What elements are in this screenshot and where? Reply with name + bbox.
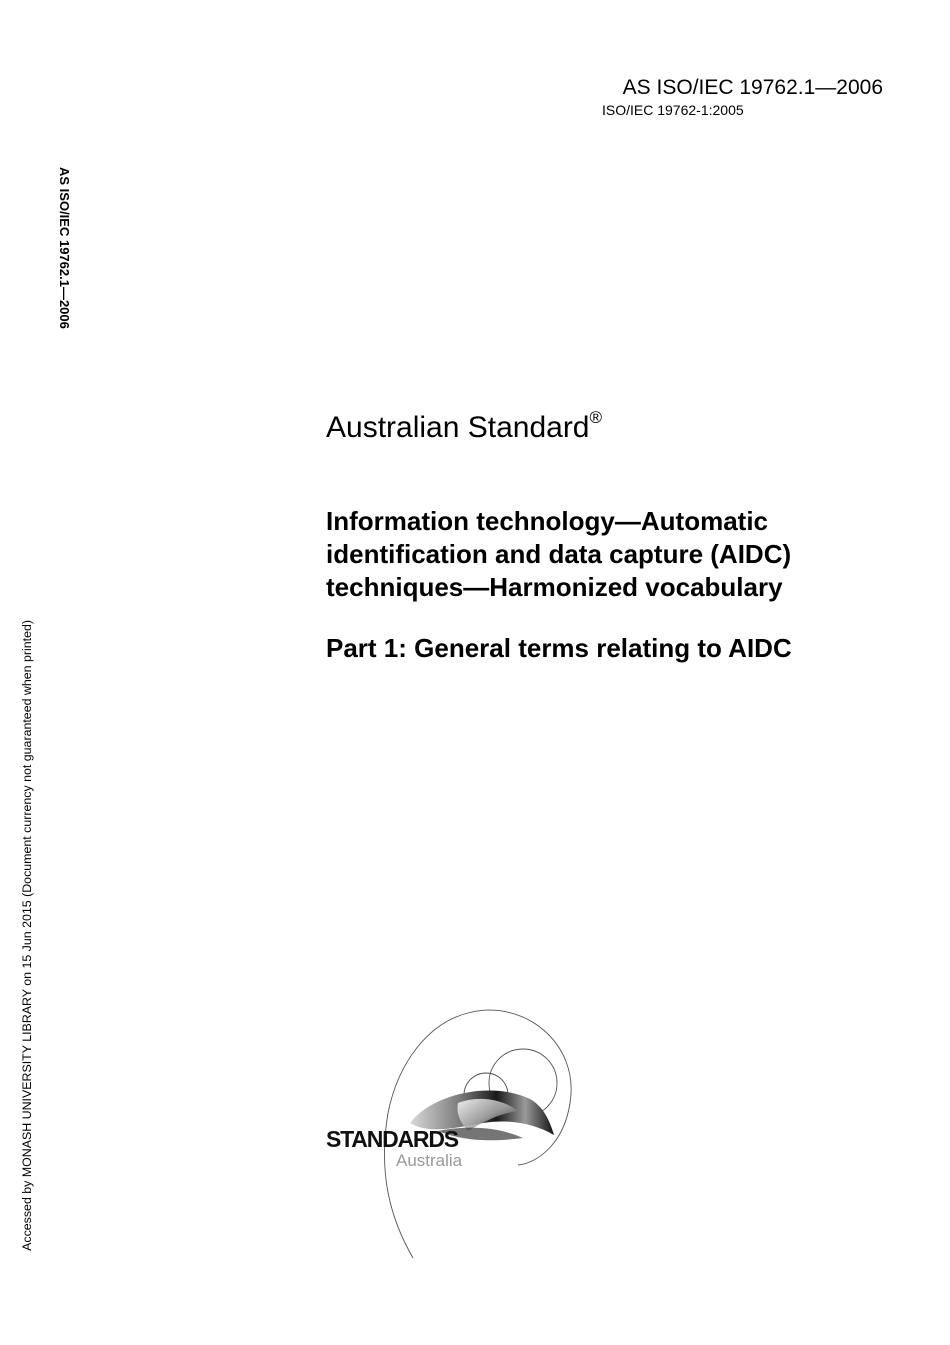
series-name: Australian Standard <box>326 411 590 444</box>
iso-number: ISO/IEC 19762-1:2005 <box>602 102 744 118</box>
access-note <box>20 596 40 1251</box>
spine-label-text: AS ISO/IEC 19762.1—2006 <box>57 167 72 329</box>
standards-australia-logo <box>318 1003 588 1263</box>
spine-label <box>57 167 77 387</box>
registered-mark: ® <box>589 408 603 427</box>
title-line: identification and data capture (AIDC) <box>326 539 792 569</box>
access-note-text: Accessed by MONASH UNIVERSITY LIBRARY on 15 Jun 2015 (Document currency not guaranteed when printed) <box>20 620 34 1251</box>
part-title: Part 1: General terms relating to AIDC <box>326 633 792 663</box>
series-title <box>326 400 602 446</box>
title-line: Information technology—Automatic <box>326 506 768 536</box>
logo-subtitle: Australia <box>396 1151 463 1170</box>
title-line: techniques—Harmonized vocabulary <box>326 572 783 602</box>
document-title <box>326 505 886 604</box>
standard-number: AS ISO/IEC 19762.1—2006 <box>622 76 883 99</box>
logo-wordmark: STANDARDS <box>326 1126 458 1152</box>
